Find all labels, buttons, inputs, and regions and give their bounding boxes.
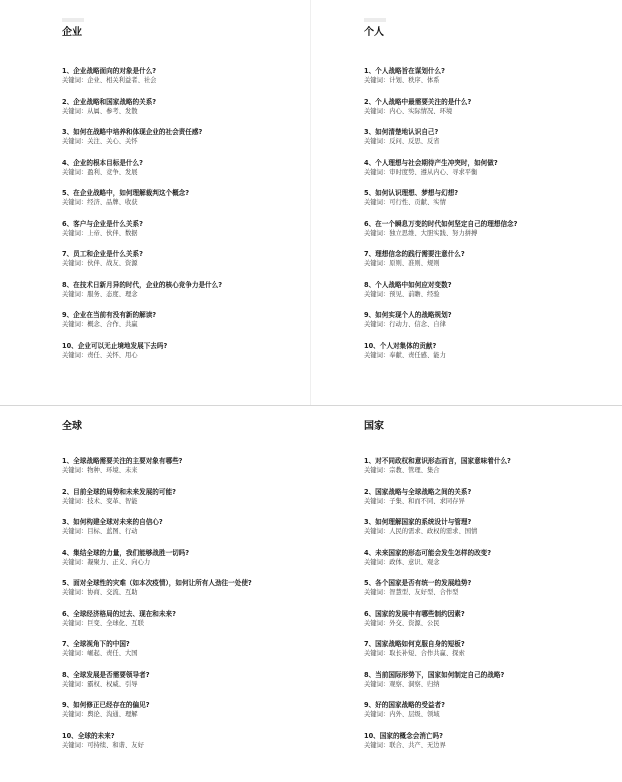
question-text: 7、理想信念的践行需要注意什么? [364,250,465,258]
question-text: 9、如何修正已经存在的偏见? [62,701,150,709]
question-text: 8、在技术日新月异的时代，企业的核心竞争力是什么? [62,280,223,289]
question-item [62,701,311,732]
question-item [62,640,311,671]
keywords-text: 关键词：盈利、竞争、发展 [62,168,138,176]
keywords-text: 关键词：奉献、责任感、能力 [364,351,446,359]
section-global [0,407,311,782]
question-item [62,579,311,610]
question-text: 6、全球经济格局的过去、现在和未来? [62,609,176,618]
keywords-text: 关键词：目标、蓝图、行动 [62,528,138,535]
question-text: 9、好的国家战略的受益者? [364,701,445,709]
question-item [62,220,311,251]
keywords-text: 关键词：上帝、伙伴、数据 [62,229,138,237]
section-tab-mark [364,18,386,22]
keywords-text: 关键词：企业、相关利益者、社会 [62,77,157,84]
question-text: 8、当前国际形势下，国家如何制定自己的战略? [364,670,505,679]
question-item [364,311,622,342]
keywords-text: 关键词：观察、洞察、归纳 [364,680,440,688]
question-item [364,98,622,129]
question-list [364,67,622,372]
section-nation [311,407,622,782]
keywords-text: 关键词：政体、意识、观念 [364,558,440,566]
keywords-text: 关键词：经济、品牌、收获 [62,199,138,206]
question-list [364,457,622,762]
question-text: 4、集结全球的力量，我们能够战胜一切吗? [62,548,190,557]
question-text: 2、企业战略和国家战略的关系? [62,97,157,106]
keywords-text: 关键词：取长补短、合作共赢、探索 [364,650,465,657]
question-text: 3、如何理解国家的系统设计与管理? [364,518,472,526]
question-item [364,128,622,159]
keywords-text: 关键词：联合、共产、无边界 [364,741,446,749]
keywords-text: 关键词：内外、层级、领域 [364,711,440,718]
question-text: 10、个人对集体的贡献? [364,341,437,350]
keywords-text: 关键词：宗教、管理、集合 [364,467,440,474]
question-text: 6、客户与企业是什么关系? [62,219,143,228]
question-item [364,488,622,519]
keywords-text: 关键词：凝聚力、正义、向心力 [62,558,151,566]
question-text: 7、全球视角下的中国? [62,640,130,648]
keywords-text: 关键词：舆论、沟通、理解 [62,711,138,718]
question-text: 1、个人战略旨在谋划什么? [364,67,445,75]
question-item [62,549,311,580]
keywords-text: 关键词：反问、反思、反省 [364,138,440,145]
question-item [364,579,622,610]
section-personal [311,0,622,405]
keywords-text: 关键词：外交、资源、公民 [364,619,440,627]
question-text: 4、个人理想与社会期待产生冲突时，如何做? [364,158,498,167]
question-item [62,610,311,641]
question-item [364,732,622,763]
question-item [364,701,622,732]
question-text: 8、个人战略中如何应对变数? [364,280,452,289]
question-text: 1、全球战略需要关注的主要对象有哪些? [62,457,183,465]
question-item [62,311,311,342]
question-list [62,457,311,762]
section-enterprise [0,0,311,405]
question-text: 10、企业可以无止境地发展下去吗? [62,341,168,350]
keywords-text: 关键词：预见、前瞻、经验 [364,290,440,298]
question-text: 3、如何在战略中培养和体现企业的社会责任感? [62,128,203,136]
question-item [62,342,311,373]
keywords-text: 关键词：物种、环境、未来 [62,467,138,474]
question-item [364,457,622,488]
question-text: 1、对不同政权和意识形态而言，国家意味着什么? [364,457,511,465]
question-text: 6、国家的发展中有哪些制约因素? [364,609,465,618]
question-list [62,67,311,372]
question-item [62,189,311,220]
question-text: 9、企业在当前有没有新的解读? [62,311,157,319]
question-text: 5、各个国家是否有统一的发展趋势? [364,579,472,587]
question-item [364,189,622,220]
question-text: 3、如何构建全球对未来的自信心? [62,518,163,526]
question-item [62,98,311,129]
keywords-text: 关键词：霸权、权威、引导 [62,680,138,688]
section-title: 国家 [364,421,384,432]
keywords-text: 关键词：伙伴、战友、资源 [62,260,138,267]
question-text: 3、如何清楚地认识自己? [364,128,439,136]
question-item [62,67,311,98]
question-item [364,518,622,549]
keywords-text: 关键词：可行性、贡献、实情 [364,199,446,206]
horizontal-divider [0,405,622,406]
question-text: 10、国家的概念会消亡吗? [364,731,443,740]
question-text: 10、全球的未来? [62,731,115,740]
keywords-text: 关键词：人民的需求、政权的需求、国情 [364,528,478,535]
question-item [62,159,311,190]
question-item [364,671,622,702]
question-text: 2、目前全球的局势和未来发展的可能? [62,487,176,496]
question-item [62,488,311,519]
question-text: 1、企业战略面向的对象是什么? [62,67,157,75]
keywords-text: 关键词：计划、秩序、体系 [364,77,440,84]
question-item [364,342,622,373]
section-title: 全球 [62,421,82,432]
keywords-text: 关键词：服务、态度、理念 [62,290,138,298]
question-text: 7、国家战略如何克服自身的短板? [364,640,465,648]
question-item [364,640,622,671]
section-title: 个人 [364,27,384,38]
keywords-text: 关键词：概念、合作、共赢 [62,321,138,328]
question-item [364,549,622,580]
question-item [62,518,311,549]
keywords-text: 关键词：独立思维、大胆实践、努力拼搏 [364,229,478,237]
question-text: 8、全球发展是否需要领导者? [62,670,150,679]
question-text: 7、员工和企业是什么关系? [62,250,143,258]
question-item [62,457,311,488]
keywords-text: 关键词：协商、交流、互助 [62,589,138,596]
keywords-text: 关键词：责任、关怀、用心 [62,351,138,359]
keywords-text: 关键词：审时度势、遵从内心、寻求平衡 [364,168,478,176]
keywords-text: 关键词：原则、准则、规则 [364,260,440,267]
question-item [364,220,622,251]
keywords-text: 关键词：可持续、和谐、友好 [62,741,144,749]
keywords-text: 关键词：技术、变革、智能 [62,497,138,505]
keywords-text: 关键词：行动力、信念、自律 [364,321,446,328]
section-title: 企业 [62,27,82,38]
question-item [364,281,622,312]
question-item [62,281,311,312]
question-item [62,250,311,281]
question-item [62,671,311,702]
question-text: 2、个人战略中最需要关注的是什么? [364,97,472,106]
question-item [62,128,311,159]
question-item [62,732,311,763]
question-text: 9、如何实现个人的战略规划? [364,311,452,319]
question-item [364,610,622,641]
keywords-text: 关键词：从属、参考、发散 [62,107,138,115]
question-text: 4、未来国家的形态可能会发生怎样的改变? [364,548,492,557]
question-text: 5、面对全球性的灾难（如本次疫情），如何让所有人劲往一处使? [62,579,252,587]
question-text: 6、在一个瞬息万变的时代如何坚定自己的理想信念? [364,219,518,228]
section-tab-mark [62,18,84,22]
question-text: 5、如何认识理想、梦想与幻想? [364,189,459,197]
keywords-text: 关键词：内心、实际情况、环境 [364,107,453,115]
keywords-text: 关键词：崛起、责任、大国 [62,650,138,657]
keywords-text: 关键词：关注、关心、关怀 [62,138,138,145]
keywords-text: 关键词：巨变、全球化、互联 [62,619,144,627]
question-text: 5、在企业战略中，如何理解裁判这个概念? [62,189,190,197]
question-text: 2、国家战略与全球战略之间的关系? [364,487,472,496]
question-item [364,67,622,98]
keywords-text: 关键词：智慧型、友好型、合作型 [364,589,459,596]
keywords-text: 关键词：子集、和而不同、求同存异 [364,497,465,505]
question-item [364,250,622,281]
question-text: 4、企业的根本目标是什么? [62,158,143,167]
question-item [364,159,622,190]
